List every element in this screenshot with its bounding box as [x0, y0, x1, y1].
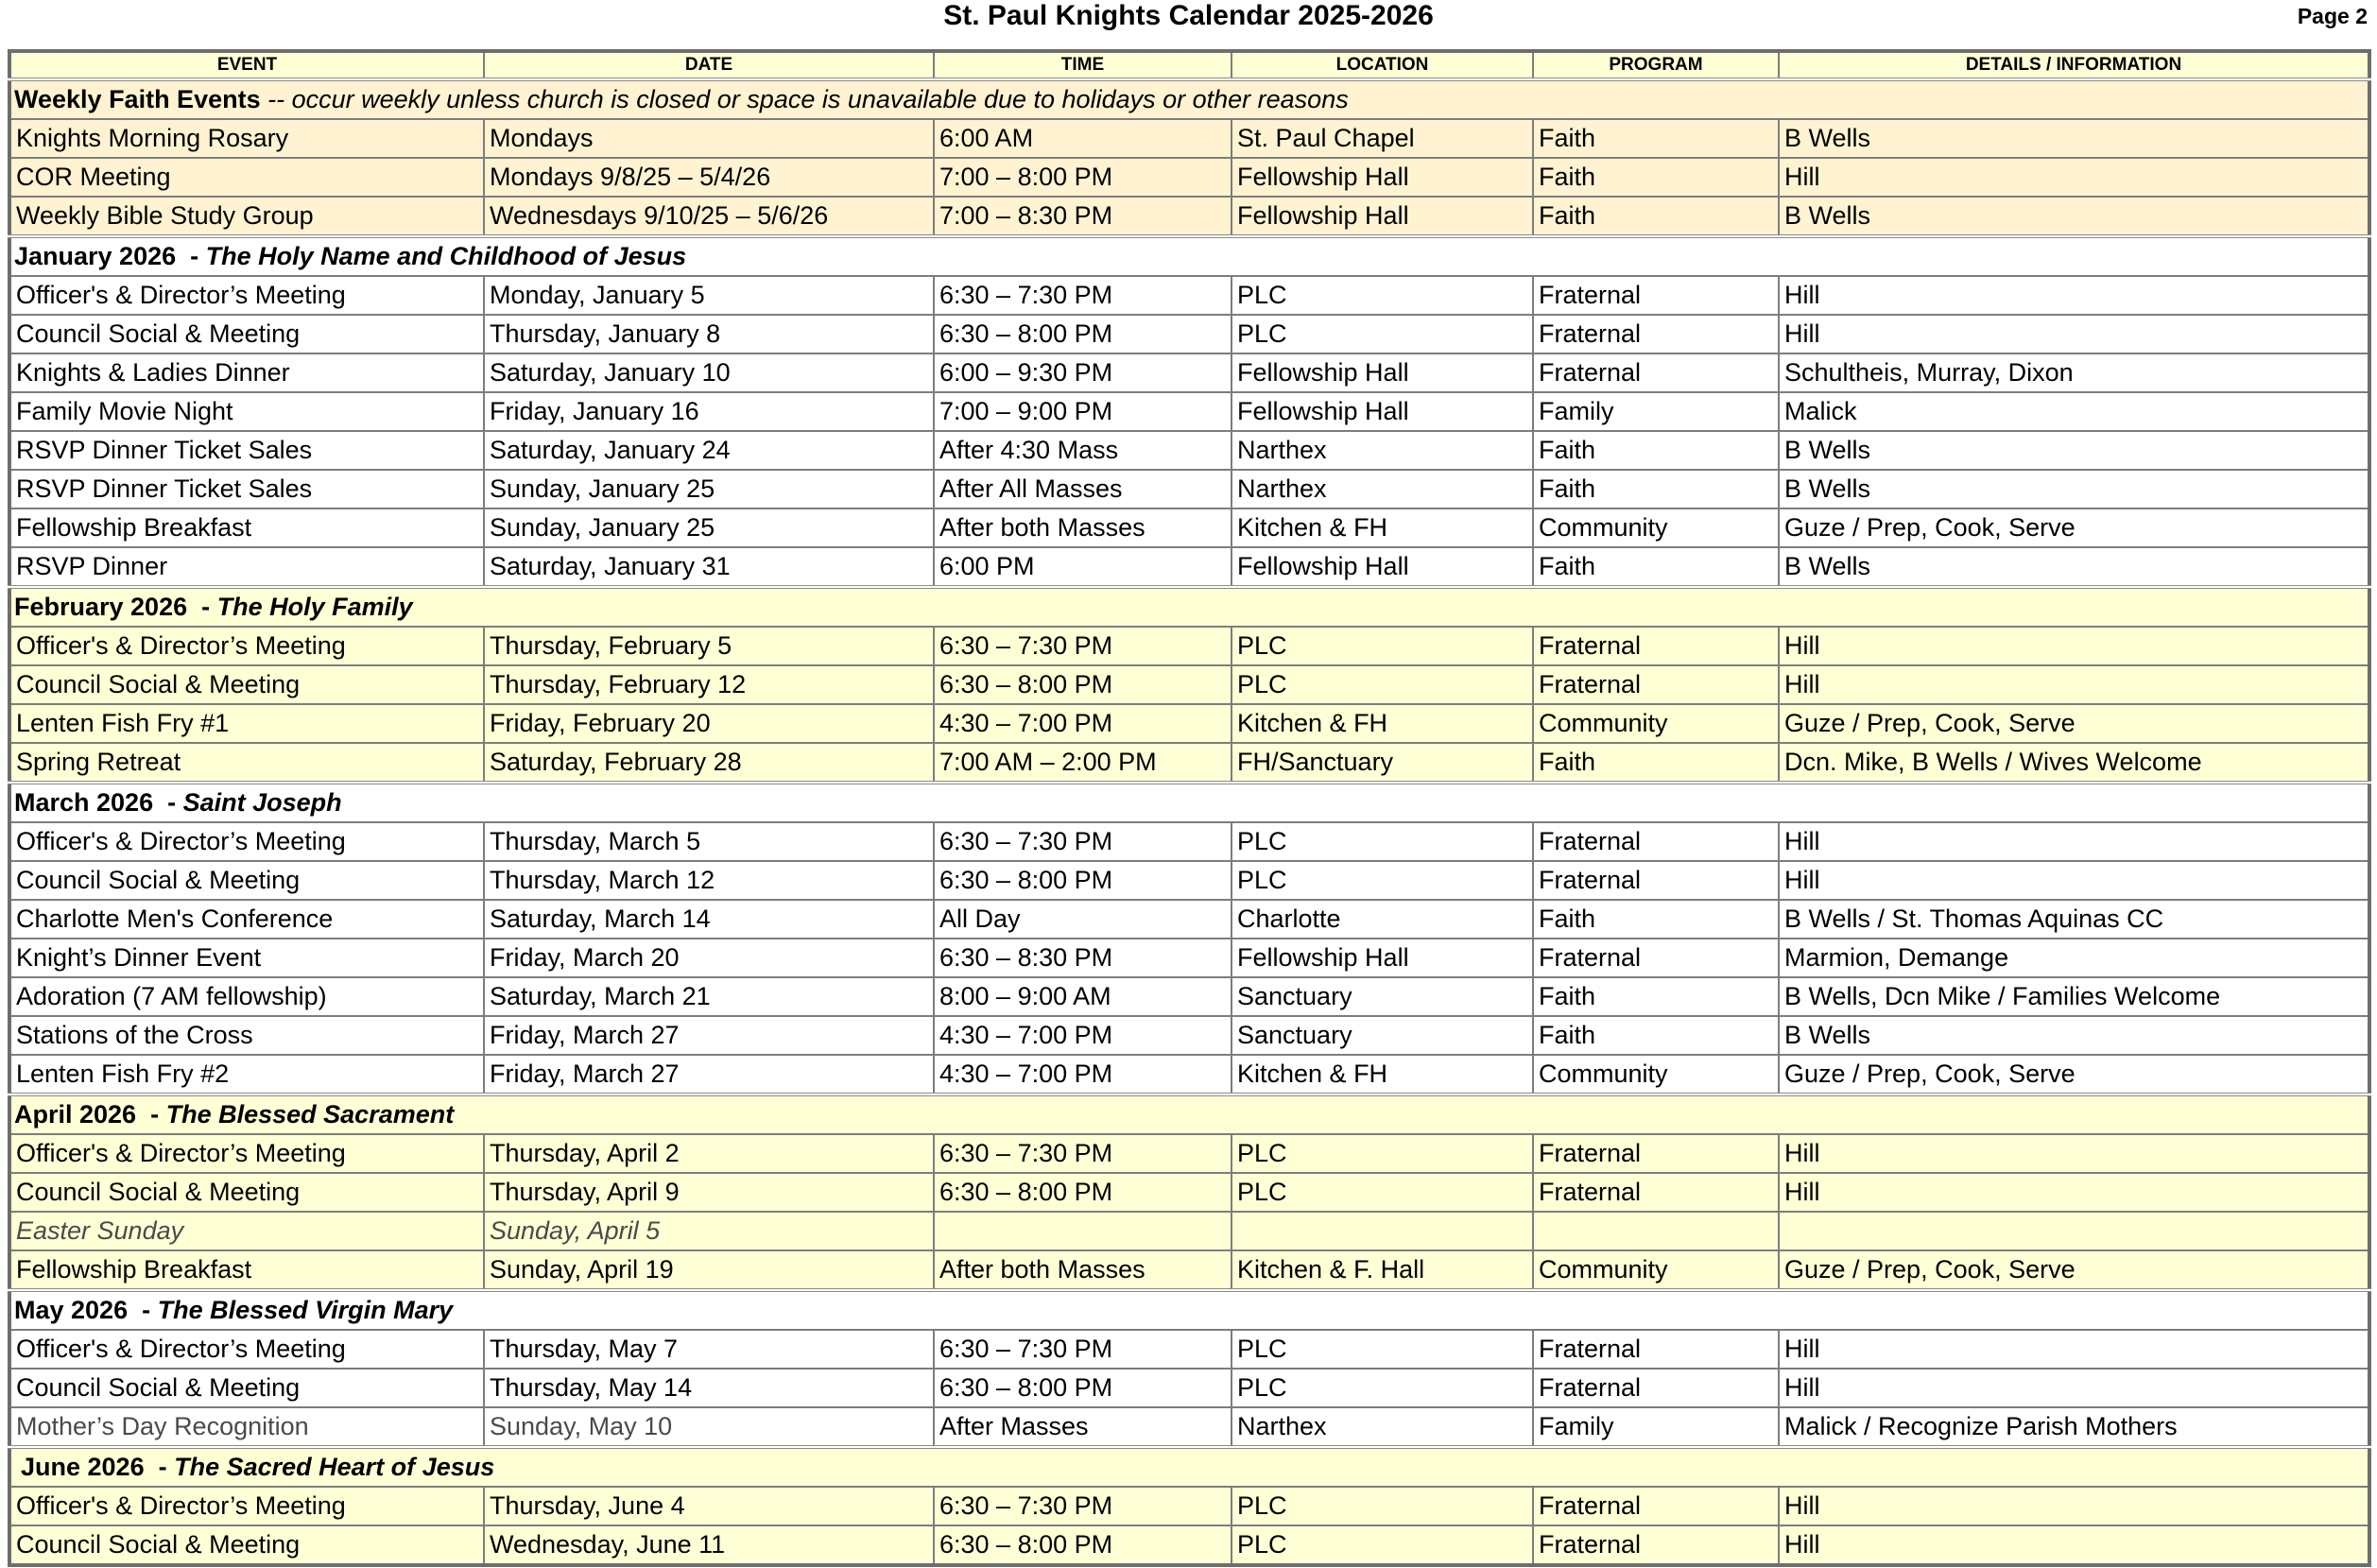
cell-details: Hill — [1779, 861, 2369, 900]
table-row — [9, 743, 2369, 783]
cell-date: Thursday, April 9 — [484, 1173, 934, 1212]
section-label: May 2026 — [14, 1296, 129, 1324]
cell-program: Fraternal — [1533, 1525, 1779, 1565]
section-header-row — [9, 783, 2369, 822]
cell-event: COR Meeting — [9, 158, 484, 197]
section-header-row — [9, 79, 2369, 119]
section-header — [9, 1290, 2369, 1330]
cell-time: After both Masses — [934, 1250, 1232, 1290]
column-header-date: DATE — [484, 51, 934, 79]
cell-event: Council Social & Meeting — [9, 861, 484, 900]
cell-details: B Wells — [1779, 470, 2369, 508]
cell-location: Sanctuary — [1232, 977, 1533, 1016]
cell-date: Thursday, January 8 — [484, 315, 934, 353]
cell-time: 6:30 – 7:30 PM — [934, 1487, 1232, 1525]
cell-details: Hill — [1779, 1173, 2369, 1212]
cell-event: Lenten Fish Fry #2 — [9, 1055, 484, 1094]
cell-time: 4:30 – 7:00 PM — [934, 1055, 1232, 1094]
cell-program: Fraternal — [1533, 665, 1779, 704]
table-row — [9, 158, 2369, 197]
cell-time: 6:00 PM — [934, 547, 1232, 587]
cell-event: Spring Retreat — [9, 743, 484, 783]
table-row — [9, 861, 2369, 900]
section-separator: -- — [260, 85, 292, 113]
cell-date: Thursday, June 4 — [484, 1487, 934, 1525]
table-row — [9, 627, 2369, 665]
cell-location: Fellowship Hall — [1232, 197, 1533, 236]
cell-location: Fellowship Hall — [1232, 939, 1533, 977]
cell-details: Guze / Prep, Cook, Serve — [1779, 704, 2369, 743]
cell-details: Hill — [1779, 1369, 2369, 1407]
table-row — [9, 939, 2369, 977]
cell-details: B Wells — [1779, 197, 2369, 236]
cell-details: Hill — [1779, 1330, 2369, 1369]
section-subtitle: The Sacred Heart of Jesus — [174, 1453, 495, 1481]
cell-program: Family — [1533, 392, 1779, 431]
cell-details: Hill — [1779, 665, 2369, 704]
cell-program: Faith — [1533, 900, 1779, 939]
cell-time: 7:00 AM – 2:00 PM — [934, 743, 1232, 783]
section-header — [9, 236, 2369, 276]
cell-event: Officer's & Director’s Meeting — [9, 1330, 484, 1369]
cell-event: RSVP Dinner Ticket Sales — [9, 470, 484, 508]
cell-location: PLC — [1232, 315, 1533, 353]
table-row — [9, 704, 2369, 743]
cell-time: 6:30 – 8:00 PM — [934, 861, 1232, 900]
cell-date: Friday, February 20 — [484, 704, 934, 743]
cell-details: Hill — [1779, 1525, 2369, 1565]
cell-program: Faith — [1533, 743, 1779, 783]
column-header-program: PROGRAM — [1533, 51, 1779, 79]
cell-program: Community — [1533, 704, 1779, 743]
cell-program: Faith — [1533, 197, 1779, 236]
cell-date: Monday, January 5 — [484, 276, 934, 315]
cell-time: 6:00 AM — [934, 119, 1232, 158]
cell-location: Kitchen & F. Hall — [1232, 1250, 1533, 1290]
table-row — [9, 1525, 2369, 1565]
cell-details: Hill — [1779, 822, 2369, 861]
cell-details: Guze / Prep, Cook, Serve — [1779, 1055, 2369, 1094]
cell-details: Hill — [1779, 627, 2369, 665]
cell-location: PLC — [1232, 1330, 1533, 1369]
cell-event: Lenten Fish Fry #1 — [9, 704, 484, 743]
cell-program: Fraternal — [1533, 861, 1779, 900]
cell-program: Fraternal — [1533, 353, 1779, 392]
cell-time: After both Masses — [934, 508, 1232, 547]
cell-event: Stations of the Cross — [9, 1016, 484, 1055]
cell-time: 6:30 – 8:00 PM — [934, 315, 1232, 353]
section-separator: - — [187, 593, 217, 621]
cell-event: RSVP Dinner — [9, 547, 484, 587]
section-subtitle: Saint Joseph — [182, 788, 342, 817]
cell-location: PLC — [1232, 276, 1533, 315]
section-label: June 2026 — [21, 1453, 145, 1481]
cell-location: PLC — [1232, 1525, 1533, 1565]
column-header-time: TIME — [934, 51, 1232, 79]
cell-date: Saturday, January 31 — [484, 547, 934, 587]
cell-time: 4:30 – 7:00 PM — [934, 704, 1232, 743]
table-row — [9, 1369, 2369, 1407]
cell-location: Fellowship Hall — [1232, 158, 1533, 197]
cell-details: B Wells / St. Thomas Aquinas CC — [1779, 900, 2369, 939]
cell-location — [1232, 1212, 1533, 1250]
cell-date: Saturday, January 24 — [484, 431, 934, 470]
cell-event: Council Social & Meeting — [9, 315, 484, 353]
cell-event: Knights Morning Rosary — [9, 119, 484, 158]
cell-event: Mother’s Day Recognition — [9, 1407, 484, 1447]
cell-program: Fraternal — [1533, 822, 1779, 861]
table-row — [9, 1134, 2369, 1173]
cell-time — [934, 1212, 1232, 1250]
table-row — [9, 119, 2369, 158]
section-label: April 2026 — [14, 1100, 137, 1129]
cell-time: 6:00 – 9:30 PM — [934, 353, 1232, 392]
cell-date: Saturday, March 21 — [484, 977, 934, 1016]
table-row — [9, 1250, 2369, 1290]
cell-program: Fraternal — [1533, 1173, 1779, 1212]
cell-location: Kitchen & FH — [1232, 508, 1533, 547]
cell-time: 6:30 – 8:00 PM — [934, 1173, 1232, 1212]
cell-time: 6:30 – 8:30 PM — [934, 939, 1232, 977]
cell-program: Faith — [1533, 119, 1779, 158]
cell-date: Mondays — [484, 119, 934, 158]
section-separator: - — [153, 788, 183, 817]
calendar-body — [9, 79, 2369, 1565]
section-subtitle: The Holy Family — [216, 593, 413, 621]
table-row — [9, 1487, 2369, 1525]
cell-time: 6:30 – 8:00 PM — [934, 1525, 1232, 1565]
cell-location: PLC — [1232, 627, 1533, 665]
cell-time: After Masses — [934, 1407, 1232, 1447]
cell-date: Thursday, February 5 — [484, 627, 934, 665]
cell-date: Friday, March 27 — [484, 1016, 934, 1055]
section-header-row — [9, 236, 2369, 276]
cell-program: Faith — [1533, 977, 1779, 1016]
cell-program: Fraternal — [1533, 1487, 1779, 1525]
cell-details: Hill — [1779, 315, 2369, 353]
cell-location: PLC — [1232, 1369, 1533, 1407]
cell-location: Narthex — [1232, 470, 1533, 508]
section-label: February 2026 — [14, 593, 188, 621]
cell-program — [1533, 1212, 1779, 1250]
section-label: January 2026 — [14, 242, 177, 270]
cell-program: Community — [1533, 1055, 1779, 1094]
cell-time: 6:30 – 7:30 PM — [934, 627, 1232, 665]
table-row — [9, 508, 2369, 547]
cell-time: 7:00 – 8:00 PM — [934, 158, 1232, 197]
cell-program: Faith — [1533, 158, 1779, 197]
table-row — [9, 1407, 2369, 1447]
cell-location: Fellowship Hall — [1232, 547, 1533, 587]
section-separator: - — [176, 242, 206, 270]
cell-details: Guze / Prep, Cook, Serve — [1779, 508, 2369, 547]
section-separator: - — [144, 1453, 175, 1481]
cell-location: PLC — [1232, 1134, 1533, 1173]
cell-details: Hill — [1779, 158, 2369, 197]
section-header-row — [9, 587, 2369, 627]
cell-program: Faith — [1533, 431, 1779, 470]
cell-time: 6:30 – 7:30 PM — [934, 822, 1232, 861]
cell-program: Faith — [1533, 1016, 1779, 1055]
section-separator: - — [128, 1296, 158, 1324]
cell-event: Officer's & Director’s Meeting — [9, 627, 484, 665]
cell-time: 8:00 – 9:00 AM — [934, 977, 1232, 1016]
cell-details: B Wells — [1779, 1016, 2369, 1055]
calendar-table — [8, 49, 2371, 1567]
table-row — [9, 276, 2369, 315]
cell-date: Thursday, March 12 — [484, 861, 934, 900]
cell-program: Fraternal — [1533, 627, 1779, 665]
cell-details: Malick / Recognize Parish Mothers — [1779, 1407, 2369, 1447]
cell-date: Thursday, March 5 — [484, 822, 934, 861]
cell-location: St. Paul Chapel — [1232, 119, 1533, 158]
table-row — [9, 822, 2369, 861]
cell-event: Council Social & Meeting — [9, 1173, 484, 1212]
cell-event: Adoration (7 AM fellowship) — [9, 977, 484, 1016]
cell-date: Saturday, February 28 — [484, 743, 934, 783]
cell-details: B Wells — [1779, 431, 2369, 470]
cell-location: PLC — [1232, 822, 1533, 861]
column-header-details: DETAILS / INFORMATION — [1779, 51, 2369, 79]
cell-date: Thursday, February 12 — [484, 665, 934, 704]
section-header — [9, 783, 2369, 822]
table-row — [9, 547, 2369, 587]
cell-date: Thursday, May 14 — [484, 1369, 934, 1407]
cell-location: Sanctuary — [1232, 1016, 1533, 1055]
cell-program: Fraternal — [1533, 315, 1779, 353]
cell-event: Officer's & Director’s Meeting — [9, 1487, 484, 1525]
cell-date: Friday, January 16 — [484, 392, 934, 431]
table-row — [9, 315, 2369, 353]
section-subtitle: The Blessed Sacrament — [165, 1100, 455, 1129]
document-title: St. Paul Knights Calendar 2025-2026 — [943, 0, 1434, 31]
cell-event: Council Social & Meeting — [9, 1369, 484, 1407]
cell-program: Fraternal — [1533, 939, 1779, 977]
section-label: March 2026 — [14, 788, 154, 817]
section-header — [9, 1094, 2369, 1134]
cell-location: Narthex — [1232, 1407, 1533, 1447]
cell-details: Dcn. Mike, B Wells / Wives Welcome — [1779, 743, 2369, 783]
section-header-row — [9, 1447, 2369, 1487]
table-row — [9, 197, 2369, 236]
cell-date: Saturday, March 14 — [484, 900, 934, 939]
cell-event: Fellowship Breakfast — [9, 508, 484, 547]
cell-time: 6:30 – 7:30 PM — [934, 1134, 1232, 1173]
cell-event: Family Movie Night — [9, 392, 484, 431]
section-subtitle: The Holy Name and Childhood of Jesus — [205, 242, 687, 270]
cell-time: 6:30 – 7:30 PM — [934, 276, 1232, 315]
table-row — [9, 977, 2369, 1016]
cell-time: After All Masses — [934, 470, 1232, 508]
cell-time: 6:30 – 8:00 PM — [934, 665, 1232, 704]
section-subtitle: The Blessed Virgin Mary — [157, 1296, 454, 1324]
cell-time: 6:30 – 7:30 PM — [934, 1330, 1232, 1369]
cell-event: Officer's & Director’s Meeting — [9, 1134, 484, 1173]
cell-event: RSVP Dinner Ticket Sales — [9, 431, 484, 470]
cell-details — [1779, 1212, 2369, 1250]
cell-details: Marmion, Demange — [1779, 939, 2369, 977]
cell-date: Mondays 9/8/25 – 5/4/26 — [484, 158, 934, 197]
page-number: Page 2 — [2297, 4, 2368, 28]
cell-details: Schultheis, Murray, Dixon — [1779, 353, 2369, 392]
cell-details: Hill — [1779, 276, 2369, 315]
table-row — [9, 1173, 2369, 1212]
cell-location: PLC — [1232, 665, 1533, 704]
cell-date: Thursday, April 2 — [484, 1134, 934, 1173]
cell-program: Faith — [1533, 547, 1779, 587]
table-row — [9, 1212, 2369, 1250]
table-row — [9, 392, 2369, 431]
cell-event: Officer's & Director’s Meeting — [9, 822, 484, 861]
cell-program: Faith — [1533, 470, 1779, 508]
cell-location: Fellowship Hall — [1232, 392, 1533, 431]
cell-date: Sunday, April 19 — [484, 1250, 934, 1290]
cell-date: Wednesdays 9/10/25 – 5/6/26 — [484, 197, 934, 236]
cell-location: PLC — [1232, 1487, 1533, 1525]
cell-time: After 4:30 Mass — [934, 431, 1232, 470]
cell-details: B Wells — [1779, 547, 2369, 587]
cell-details: Hill — [1779, 1134, 2369, 1173]
column-header-location: LOCATION — [1232, 51, 1533, 79]
cell-time: 7:00 – 9:00 PM — [934, 392, 1232, 431]
cell-details: Malick — [1779, 392, 2369, 431]
cell-date: Saturday, January 10 — [484, 353, 934, 392]
cell-time: All Day — [934, 900, 1232, 939]
cell-program: Fraternal — [1533, 1134, 1779, 1173]
cell-program: Fraternal — [1533, 276, 1779, 315]
cell-date: Friday, March 20 — [484, 939, 934, 977]
cell-location: PLC — [1232, 1173, 1533, 1212]
section-header — [9, 79, 2369, 119]
cell-event: Weekly Bible Study Group — [9, 197, 484, 236]
cell-details: Hill — [1779, 1487, 2369, 1525]
cell-date: Sunday, May 10 — [484, 1407, 934, 1447]
cell-location: PLC — [1232, 861, 1533, 900]
section-label: Weekly Faith Events — [14, 85, 261, 113]
cell-time: 4:30 – 7:00 PM — [934, 1016, 1232, 1055]
cell-date: Wednesday, June 11 — [484, 1525, 934, 1565]
section-header — [9, 587, 2369, 627]
cell-event: Council Social & Meeting — [9, 1525, 484, 1565]
column-header-row — [9, 51, 2369, 79]
table-row — [9, 470, 2369, 508]
cell-location: Kitchen & FH — [1232, 1055, 1533, 1094]
table-row — [9, 1055, 2369, 1094]
cell-location: Narthex — [1232, 431, 1533, 470]
section-header-row — [9, 1290, 2369, 1330]
cell-program: Community — [1533, 508, 1779, 547]
table-row — [9, 431, 2369, 470]
section-header — [9, 1447, 2369, 1487]
cell-time: 7:00 – 8:30 PM — [934, 197, 1232, 236]
cell-location: Fellowship Hall — [1232, 353, 1533, 392]
section-separator: - — [136, 1100, 166, 1129]
table-row — [9, 353, 2369, 392]
cell-event: Fellowship Breakfast — [9, 1250, 484, 1290]
cell-program: Fraternal — [1533, 1330, 1779, 1369]
cell-event: Knight’s Dinner Event — [9, 939, 484, 977]
cell-event: Easter Sunday — [9, 1212, 484, 1250]
cell-details: B Wells — [1779, 119, 2369, 158]
cell-event: Charlotte Men's Conference — [9, 900, 484, 939]
cell-program: Family — [1533, 1407, 1779, 1447]
table-row — [9, 665, 2369, 704]
cell-location: Kitchen & FH — [1232, 704, 1533, 743]
cell-location: FH/Sanctuary — [1232, 743, 1533, 783]
section-subtitle: occur weekly unless church is closed or space is unavailable due to holidays or other reasons — [291, 85, 1349, 113]
cell-event: Officer's & Director’s Meeting — [9, 276, 484, 315]
cell-details: B Wells, Dcn Mike / Families Welcome — [1779, 977, 2369, 1016]
cell-program: Fraternal — [1533, 1369, 1779, 1407]
cell-date: Sunday, January 25 — [484, 508, 934, 547]
cell-details: Guze / Prep, Cook, Serve — [1779, 1250, 2369, 1290]
cell-date: Sunday, April 5 — [484, 1212, 934, 1250]
table-row — [9, 1330, 2369, 1369]
cell-program: Community — [1533, 1250, 1779, 1290]
column-header-event: EVENT — [9, 51, 484, 79]
cell-event: Knights & Ladies Dinner — [9, 353, 484, 392]
cell-time: 6:30 – 8:00 PM — [934, 1369, 1232, 1407]
cell-event: Council Social & Meeting — [9, 665, 484, 704]
cell-date: Friday, March 27 — [484, 1055, 934, 1094]
table-row — [9, 900, 2369, 939]
table-row — [9, 1016, 2369, 1055]
section-header-row — [9, 1094, 2369, 1134]
cell-date: Sunday, January 25 — [484, 470, 934, 508]
cell-location: Charlotte — [1232, 900, 1533, 939]
cell-date: Thursday, May 7 — [484, 1330, 934, 1369]
